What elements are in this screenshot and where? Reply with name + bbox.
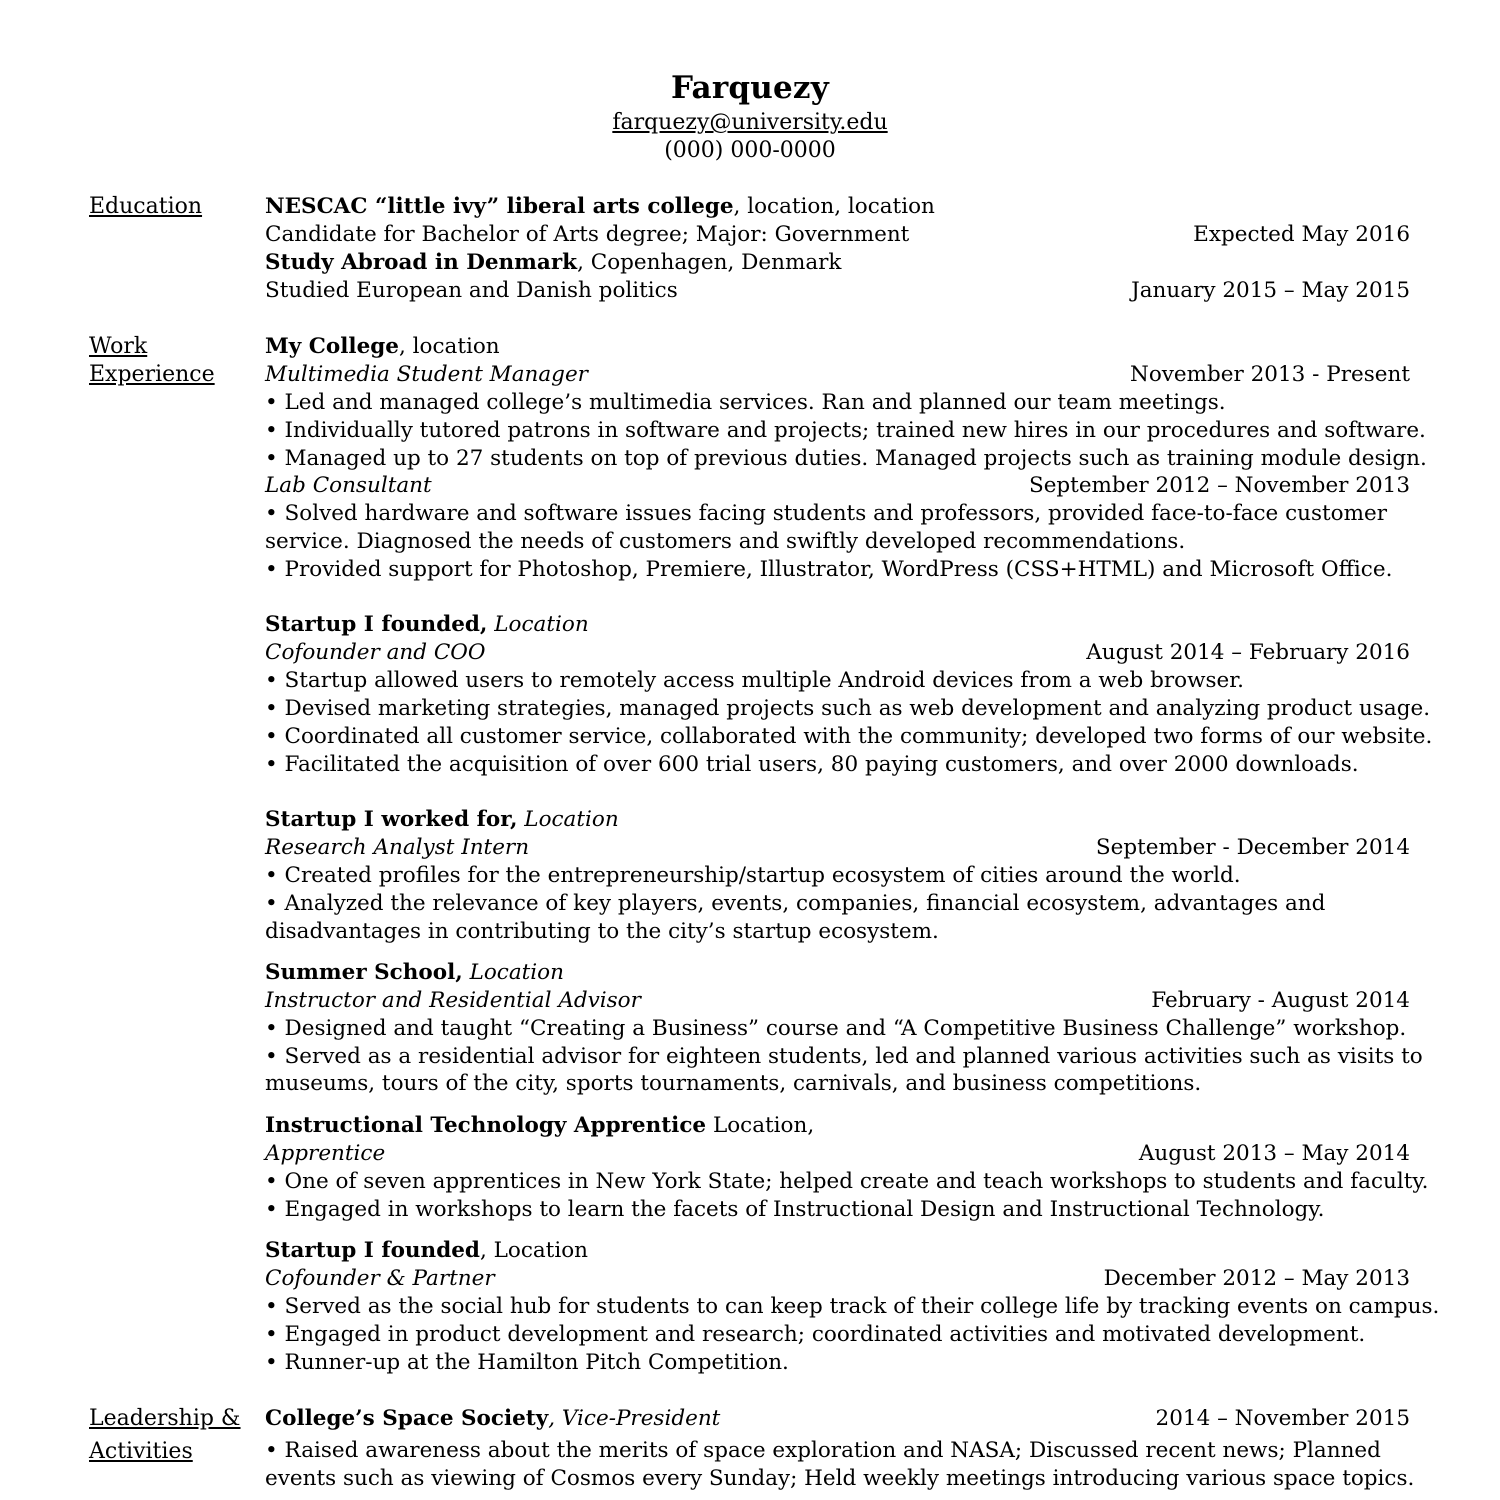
role-title: Instructor and Residential Advisor xyxy=(265,988,641,1013)
education-section-label: Education xyxy=(89,194,203,219)
organization: Summer School, xyxy=(265,960,463,985)
date-range: September - December 2014 xyxy=(1095,835,1410,860)
leadership-section-label-line2: Activities xyxy=(89,1439,193,1464)
bullet-item: • Served as the social hub for students to can keep track of their college life by tracking events on campus. xyxy=(265,1294,1440,1319)
role-title: Apprentice xyxy=(265,1141,386,1166)
education-entry-1-detail xyxy=(265,221,1410,249)
job-role-line xyxy=(265,1140,1410,1168)
school-name: Study Abroad in Denmark xyxy=(265,250,578,275)
phone-number: (000) 000-0000 xyxy=(664,138,836,163)
location: Location, xyxy=(706,1113,815,1138)
date-range: December 2012 – May 2013 xyxy=(1103,1266,1410,1291)
bullet-item: • Solved hardware and software issues facing students and professors, provided face-to-face customer xyxy=(265,501,1387,526)
activity-heading xyxy=(265,1405,1410,1433)
school-location: , Copenhagen, Denmark xyxy=(577,250,842,275)
bullet-item: • Provided support for Photoshop, Premiere, Illustrator, WordPress (CSS+HTML) and Microsoft Office. xyxy=(265,557,1393,582)
leadership-section-label-line1: Leadership & xyxy=(89,1406,241,1431)
location: Location xyxy=(517,807,619,832)
bullet-item: • Engaged in product development and research; coordinated activities and motivated development. xyxy=(265,1322,1366,1347)
role-title: Multimedia Student Manager xyxy=(265,362,588,387)
bullet-item: • Runner-up at the Hamilton Pitch Competition. xyxy=(265,1350,789,1375)
bullet-continuation: events such as viewing of Cosmos every Sunday; Held weekly meetings introducing various space topics. xyxy=(265,1466,1415,1491)
date-range: February - August 2014 xyxy=(1151,988,1410,1013)
date-range: 2014 – November 2015 xyxy=(1155,1406,1410,1431)
organization: Instructional Technology Apprentice xyxy=(265,1113,707,1138)
date-range: Expected May 2016 xyxy=(1193,222,1410,247)
role-title: Lab Consultant xyxy=(265,473,432,498)
bullet-item: • Designed and taught “Creating a Business” course and “A Competitive Business Challenge” workshop. xyxy=(265,1016,1407,1041)
email-link[interactable]: farquezy@university.edu xyxy=(612,110,888,135)
bullet-continuation: service. Diagnosed the needs of customers and swiftly developed recommendations. xyxy=(265,529,1186,554)
date-range: August 2014 – February 2016 xyxy=(1086,640,1410,665)
bullet-item: • Individually tutored patrons in software and projects; trained new hires in our procedures and software. xyxy=(265,418,1426,443)
job-heading xyxy=(265,806,1410,834)
bullet-item: • Startup allowed users to remotely access multiple Android devices from a web browser. xyxy=(265,668,1245,693)
job-heading xyxy=(265,1237,1410,1265)
organization: Startup I founded, xyxy=(265,612,488,637)
role-title: Research Analyst Intern xyxy=(265,835,530,860)
organization: My College xyxy=(265,334,399,359)
bullet-item: • Coordinated all customer service, collaborated with the community; developed two forms of our website. xyxy=(265,724,1433,749)
bullet-item: • Devised marketing strategies, managed projects such as web development and analyzing product usage. xyxy=(265,696,1431,721)
bullet-item: • Facilitated the acquisition of over 600 trial users, 80 paying customers, and over 2000 downloads. xyxy=(265,752,1359,777)
job-role-line xyxy=(265,361,1410,389)
education-entry-2-heading xyxy=(265,249,1410,277)
bullet-continuation: disadvantages in contributing to the city’s startup ecosystem. xyxy=(265,919,939,944)
role-title: Cofounder & Partner xyxy=(265,1266,495,1291)
degree-description: Candidate for Bachelor of Arts degree; Major: Government xyxy=(265,222,910,247)
date-range: September 2012 – November 2013 xyxy=(1028,473,1410,498)
bullet-item: • Raised awareness about the merits of space exploration and NASA; Discussed recent news; Planned xyxy=(265,1438,1381,1463)
job-heading xyxy=(265,611,1410,639)
location: Location xyxy=(487,612,589,637)
job-role-line xyxy=(265,1265,1410,1293)
school-location: , location, location xyxy=(733,194,935,219)
job-role-line xyxy=(265,639,1410,667)
role-title: Cofounder and COO xyxy=(265,640,486,665)
location: , location xyxy=(398,334,500,359)
work-section-label-line2: Experience xyxy=(89,362,215,387)
bullet-continuation: museums, tours of the city, sports tournaments, carnivals, and business competitions. xyxy=(265,1071,1202,1096)
program-description: Studied European and Danish politics xyxy=(265,278,678,303)
bullet-item: • Served as a residential advisor for eighteen students, led and planned various activities such as visits to xyxy=(265,1044,1423,1069)
school-name: NESCAC “little ivy” liberal arts college xyxy=(265,194,734,219)
job-role-line xyxy=(265,987,1410,1015)
date-range: August 2013 – May 2014 xyxy=(1138,1141,1410,1166)
bullet-item: • Analyzed the relevance of key players, events, companies, financial ecosystem, advantages and xyxy=(265,891,1326,916)
job-role-line xyxy=(265,472,1410,500)
job-heading xyxy=(265,959,1410,987)
bullet-item: • One of seven apprentices in New York State; helped create and teach workshops to students and faculty. xyxy=(265,1169,1429,1194)
candidate-name: Farquezy xyxy=(671,70,829,106)
job-heading xyxy=(265,1112,1410,1140)
organization: Startup I founded xyxy=(265,1238,480,1263)
bullet-item: • Managed up to 27 students on top of previous duties. Managed projects such as training module design. xyxy=(265,446,1427,471)
location: , Location xyxy=(479,1238,588,1263)
education-entry-1-heading xyxy=(265,193,1410,221)
bullet-item: • Engaged in workshops to learn the facets of Instructional Design and Instructional Technology. xyxy=(265,1197,1325,1222)
date-range: January 2015 – May 2015 xyxy=(1131,278,1410,303)
work-section-label-line1: Work xyxy=(89,334,148,359)
location: Location xyxy=(462,960,564,985)
bullet-item: • Led and managed college’s multimedia services. Ran and planned our team meetings. xyxy=(265,390,1226,415)
job-heading xyxy=(265,333,1410,361)
job-role-line xyxy=(265,834,1410,862)
date-range: November 2013 - Present xyxy=(1130,362,1410,387)
organization: Startup I worked for, xyxy=(265,807,518,832)
education-entry-2-detail xyxy=(265,277,1410,305)
organization: College’s Space Society xyxy=(265,1406,549,1431)
bullet-item: • Created profiles for the entrepreneurship/startup ecosystem of cities around the world. xyxy=(265,863,1241,888)
role-title: , Vice-President xyxy=(548,1406,721,1431)
